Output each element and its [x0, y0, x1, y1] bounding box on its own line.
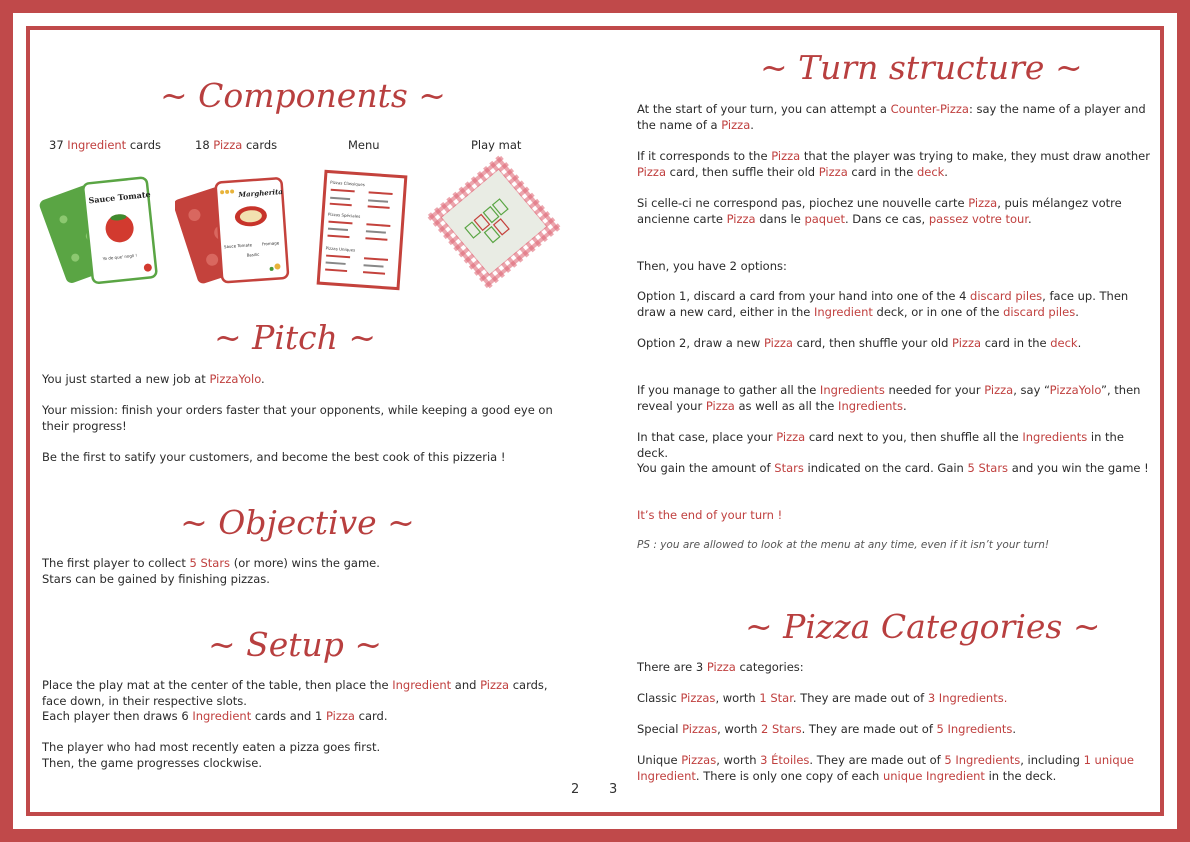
- turn-paragraph-2: If it corresponds to the Pizza that the player was trying to make, they must draw another Pizza card, then suffle their old Pizza card in the deck.: [637, 149, 1150, 179]
- turn-paragraph-6: Option 2, draw a new Pizza card, then shuffle your old Pizza card in the deck.: [637, 336, 1082, 350]
- card2-ingredient-b: Fromage: [261, 240, 280, 247]
- turn-paragraph-1: At the start of your turn, you can attempt a Counter-Pizza: say the name of a player and the name of a Pizza.: [637, 102, 1146, 132]
- setup-section: [42, 678, 562, 778]
- setup-paragraph-4: Then, the game progresses clockwise.: [42, 756, 263, 770]
- pizza-rest: cards: [245, 138, 278, 152]
- menu-section-special: Pizzas Spéciales: [327, 211, 361, 219]
- pitch-paragraph-1: You just started a new job at PizzaYolo.: [42, 372, 265, 386]
- ingredient-cards-image: [38, 170, 168, 288]
- objective-line-2: Stars can be gained by finishing pizzas.: [42, 572, 270, 586]
- categories-paragraph-4: Unique Pizzas, worth 3 Étoiles. They are made out of 5 Ingredients, including 1 unique Ingredient. There is only one copy of each unique Ingredient in the deck.: [637, 753, 1134, 783]
- menu-image: [314, 168, 410, 292]
- setup-paragraph-1: Place the play mat at the center of the table, then place the Ingredient and Pizza cards, face down, in their respective slots.: [42, 678, 548, 708]
- page-number-left: 2: [571, 782, 580, 797]
- menu-section-unique: Pizzas Uniques: [325, 245, 356, 253]
- pizza-categories-title: ~ Pizza Categories ~: [745, 607, 1101, 646]
- pizza-word: Pizza: [213, 138, 243, 152]
- turn-end-note: It’s the end of your turn !: [637, 508, 783, 522]
- menu-label: Menu: [348, 138, 380, 152]
- setup-paragraph-2: Each player then draws 6 Ingredient cards and 1 Pizza card.: [42, 709, 388, 723]
- card1-foot: Yo de que' nogli !: [102, 252, 138, 262]
- components-title: ~ Components ~: [160, 76, 446, 115]
- pizza-cards-image: [175, 170, 295, 288]
- pitch-title: ~ Pitch ~: [213, 318, 377, 357]
- card2-ingredient-c: Basilic: [246, 251, 260, 258]
- pizza-count: 18: [195, 138, 210, 152]
- turn-paragraph-9: You gain the amount of Stars indicated on the card. Gain 5 Stars and you win the game !: [637, 461, 1149, 475]
- turn-paragraph-5: Option 1, discard a card from your hand into one of the 4 discard piles, face up. Then draw a new card, either in the Ingredient deck, or in one of the discard piles.: [637, 289, 1129, 319]
- categories-paragraph-1: There are 3 Pizza categories:: [637, 660, 804, 674]
- card2-ingredient-a: Sauce Tomate: [223, 242, 253, 250]
- page-number-right: 3: [609, 782, 618, 797]
- pitch-paragraph-2: Your mission: finish your orders faster that your opponents, while keeping a good eye on their progress!: [42, 403, 553, 433]
- pizza-categories-section: [637, 660, 1153, 790]
- pitch-paragraph-3: Be the first to satify your customers, and become the best cook of this pizzeria !: [42, 450, 506, 464]
- setup-paragraph-3: The player who had most recently eaten a pizza goes first.: [42, 740, 381, 754]
- card1-title: Sauce Tomate: [87, 188, 152, 206]
- categories-paragraph-2: Classic Pizzas, worth 1 Star. They are made out of 3 Ingredients.: [637, 691, 1008, 705]
- turn-structure-title: ~ Turn structure ~: [760, 48, 1083, 87]
- turn-paragraph-7: If you manage to gather all the Ingredients needed for your Pizza, say “PizzaYolo”, then reveal your Pizza as well as all the Ingredients.: [637, 383, 1141, 413]
- pizza-cards-label: [195, 138, 277, 152]
- play-mat-image: [424, 152, 564, 292]
- pitch-section: [42, 372, 562, 462]
- turn-paragraph-8: In that case, place your Pizza card next to you, then shuffle all the Ingredients in the deck.: [637, 430, 1124, 460]
- objective-title: ~ Objective ~: [180, 503, 415, 542]
- menu-section-classic: Pizzas Classiques: [330, 179, 366, 188]
- turn-structure-section: [637, 102, 1153, 552]
- categories-paragraph-3: Special Pizzas, worth 2 Stars. They are made out of 5 Ingredients.: [637, 722, 1017, 736]
- turn-paragraph-4: Then, you have 2 options:: [637, 259, 787, 273]
- setup-title: ~ Setup ~: [207, 625, 383, 664]
- turn-paragraph-3: Si celle-ci ne correspond pas, piochez une nouvelle carte Pizza, puis mélangez votre ancienne carte Pizza dans le paquet. Dans ce cas, passez votre tour.: [637, 196, 1122, 226]
- ingredient-count: 37: [49, 138, 64, 152]
- ingredient-word: Ingredient: [67, 138, 127, 152]
- card2-title: Margherita: [238, 186, 284, 200]
- play-mat-label: Play mat: [471, 138, 522, 152]
- turn-ps-note: PS : you are allowed to look at the menu at any time, even if it isn’t your turn!: [637, 539, 1050, 551]
- objective-section: [42, 556, 562, 592]
- ingredient-cards-label: [49, 138, 161, 152]
- ingredient-rest: cards: [129, 138, 162, 152]
- objective-line-1: The first player to collect 5 Stars (or more) wins the game.: [42, 556, 380, 570]
